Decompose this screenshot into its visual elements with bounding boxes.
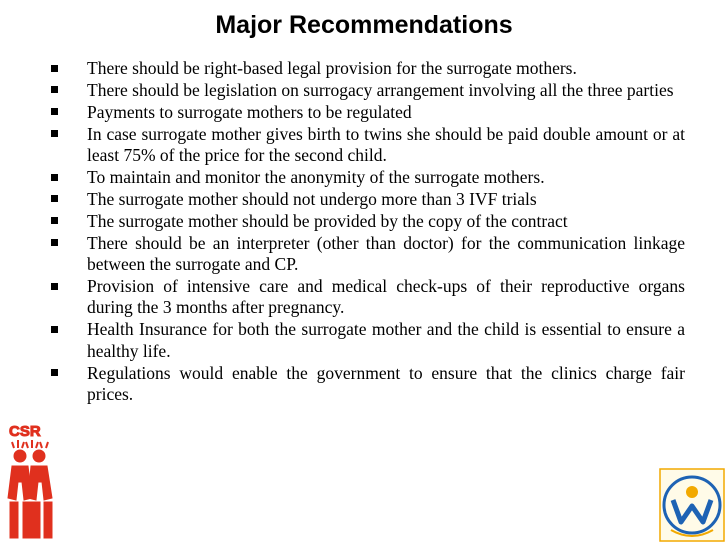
- list-item-text: Health Insurance for both the surrogate mother and the child is essential to ensure a healthy life.: [87, 319, 685, 361]
- list-item-text: In case surrogate mother gives birth to twins she should be paid double amount or at least 75% of the price for the second child.: [87, 123, 685, 166]
- list-item: [47, 102, 685, 123]
- bullet-square-icon: [51, 283, 58, 290]
- bullet-square-icon: [51, 326, 58, 333]
- list-item-text: Regulations would enable the government to ensure that the clinics charge fair prices.: [87, 362, 685, 405]
- list-item: [47, 80, 685, 101]
- csr-logo-text: CSR: [9, 423, 41, 440]
- bullet-square-icon: [51, 239, 58, 246]
- bullet-square-icon: [51, 174, 58, 181]
- organization-seal-logo: [659, 468, 725, 542]
- headdress-rays: [12, 440, 48, 448]
- list-item-text: There should be right-based legal provision for the surrogate mothers.: [87, 58, 577, 78]
- bullet-square-icon: [51, 195, 58, 202]
- bullet-square-icon: [51, 130, 58, 137]
- list-item: [47, 276, 685, 319]
- figure-head-left: [14, 450, 26, 462]
- figure-body-right: [28, 466, 52, 500]
- seal-head: [686, 486, 698, 498]
- figure-legs: [10, 502, 52, 538]
- list-item: [47, 189, 685, 210]
- list-item: [47, 211, 685, 232]
- bullet-square-icon: [51, 217, 58, 224]
- bullet-square-icon: [51, 86, 58, 93]
- list-item-text: Provision of intensive care and medical check-ups of their reproductive organs during the 3 months after pregnancy.: [87, 276, 685, 318]
- list-item: [47, 58, 685, 79]
- csr-logo-mark: [8, 423, 52, 538]
- list-item: [47, 167, 685, 188]
- bullet-square-icon: [51, 369, 58, 376]
- list-item-text: Payments to surrogate mothers to be regulated: [87, 101, 412, 122]
- list-item: [47, 124, 685, 167]
- recommendations-list: [47, 58, 685, 406]
- list-item: [47, 233, 685, 276]
- list-item: [47, 319, 685, 362]
- list-item-text: To maintain and monitor the anonymity of the surrogate mothers.: [87, 167, 545, 188]
- bullet-square-icon: [51, 108, 58, 115]
- list-item: [47, 363, 685, 406]
- slide-title: Major Recommendations: [215, 11, 513, 39]
- figure-head-right: [33, 450, 45, 462]
- list-item-text: The surrogate mother should not undergo more than 3 IVF trials: [87, 188, 537, 209]
- csr-logo: [6, 420, 58, 542]
- bullet-square-icon: [51, 65, 58, 72]
- list-item-text: There should be legislation on surrogacy arrangement involving all the three parties: [87, 79, 674, 100]
- list-item-text: The surrogate mother should be provided by the copy of the contract: [87, 210, 568, 231]
- list-item-text: There should be an interpreter (other than doctor) for the communication linkage between the surrogate and CP.: [87, 232, 685, 275]
